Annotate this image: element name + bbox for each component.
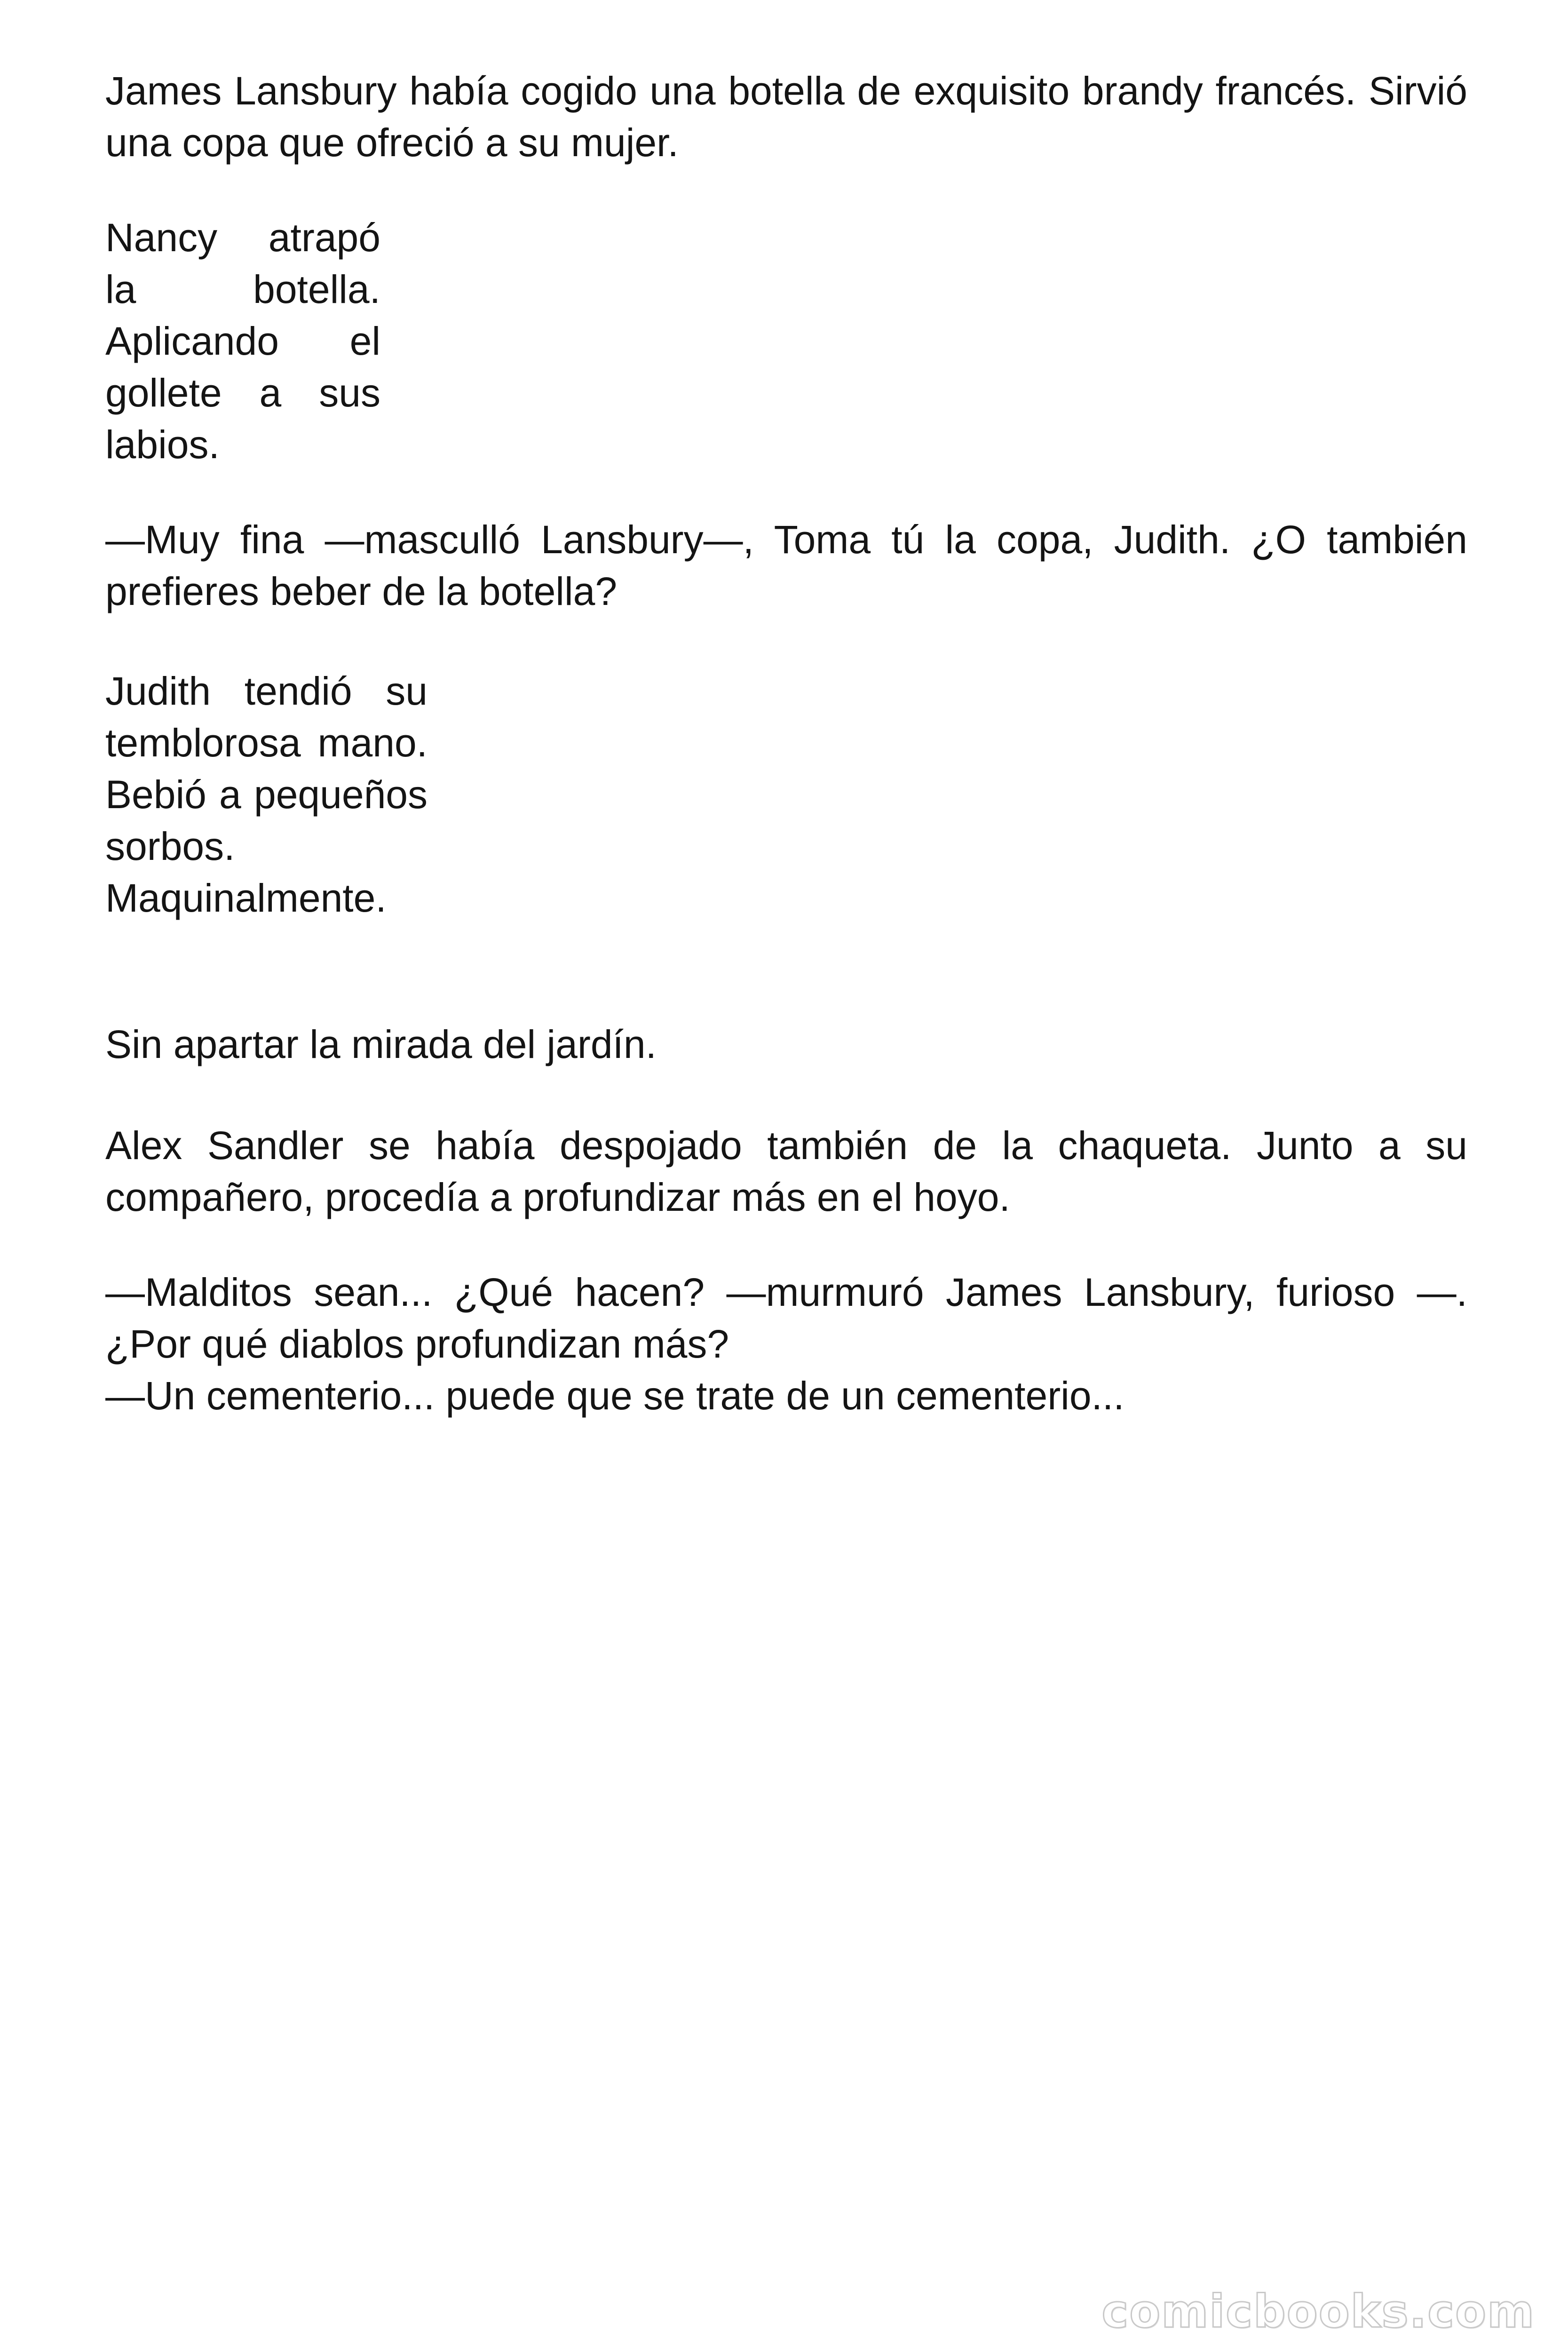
watermark-logo: comicbooks.com bbox=[1101, 2285, 1535, 2338]
paragraph-alex-sandler: Alex Sandler se había despojado también de la chaqueta. Junto a su compañero, procedía a profundizar más en el hoyo. bbox=[105, 1123, 1467, 1219]
paragraph-judith: Judith tendió su temblorosa mano. Bebió a pequeños sorbos. Maquinalmente. bbox=[105, 669, 428, 920]
paragraph-malditos: —Malditos sean... ¿Qué hacen? —murmuró James Lansbury, furioso —. ¿Por qué diablos profundizan más? bbox=[105, 1270, 1467, 1366]
paragraph-nancy: Nancy atrapó la botella. Aplicando el gollete a sus labios. bbox=[105, 215, 380, 467]
paragraph-brandy: James Lansbury había cogido una botella de exquisito brandy francés. Sirvió una copa que ofreció a su mujer. bbox=[105, 69, 1467, 165]
paragraph-jardin: Sin apartar la mirada del jardín. bbox=[105, 1022, 657, 1066]
paragraph-muy-fina: —Muy fina —masculló Lansbury—, Toma tú la copa, Judith. ¿O también prefieres beber de la botella? bbox=[105, 517, 1467, 613]
paragraph-cementerio: —Un cementerio... puede que se trate de un cementerio... bbox=[105, 1374, 1125, 1418]
